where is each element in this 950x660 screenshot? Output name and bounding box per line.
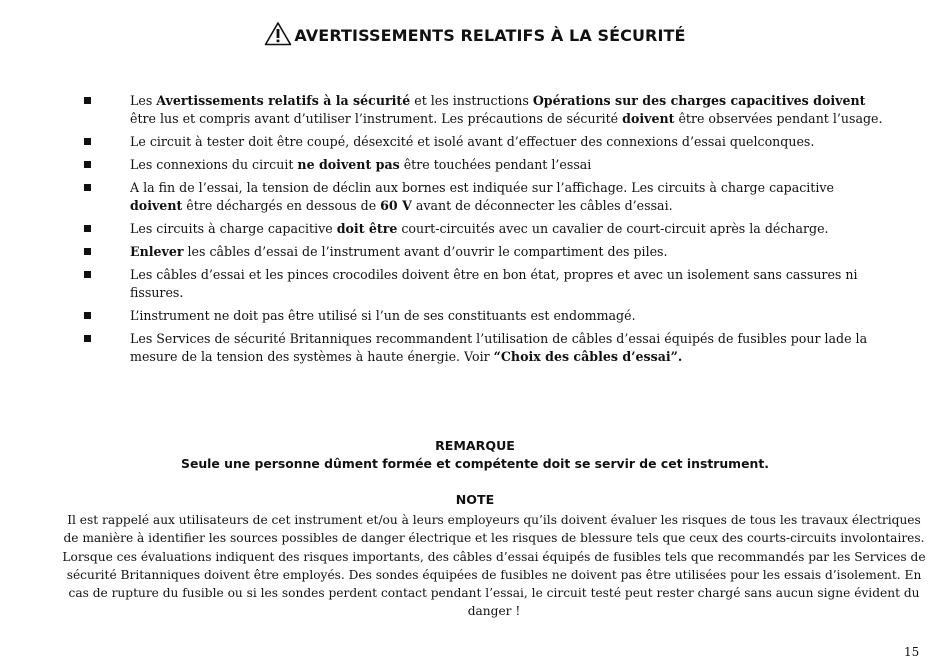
list-item [0,133,950,151]
list-item-text [130,133,890,151]
text-run: être touchées pendant l’essai [399,157,592,172]
text-run: L’instrument ne doit pas être utilisé si l’un de ses constituants est endommagé. [130,308,636,323]
list-item-text [130,307,890,325]
emphasis-text: Enlever [130,244,184,259]
note-body: Il est rappelé aux utilisateurs de cet instrument et/ou à leurs employeurs qu’ils doivent évaluer les risques de tous les travaux électriques de manière à identifier les sources possibles de danger électrique et les risques de blessure tels que ceux des courts-circuits involontaires. Lorsque ces évaluations indiquent des risques importants, des câbles d’essai équipés de fusibles tels que recommandés par les Services de sécurité Britanniques doivent être employés. Des sondes équipées de fusibles ne doivent pas être utilisées pour les essais d’isolement. En cas de rupture du fusible ou si les sondes perdent contact pendant l’essai, le circuit testé peut rester chargé sans aucun signe évident du danger ! [62,513,926,619]
text-run: avant de déconnecter les câbles d’essai. [411,198,673,213]
text-run: être lus et compris avant d’utiliser l’instrument. Les précautions de sécurité [130,111,623,126]
square-bullet-icon [84,225,91,232]
emphasis-text: ne doivent pas [297,157,400,172]
emphasis-text: Avertissements relatifs à la sécurité [156,93,411,108]
list-item-text [130,243,890,261]
emphasis-text: Opérations sur des charges capacitives doivent [532,93,866,108]
text-run: Les circuits à charge capacitive [130,221,337,236]
text-run: court-circuités avec un cavalier de court-circuit après la décharge. [397,221,829,236]
square-bullet-icon [84,271,91,278]
text-run: Les [130,93,157,108]
list-item-text [130,156,890,174]
emphasis-text: doivent [622,111,675,126]
emphasis-text: 60 V [380,198,412,213]
list-item-text [130,266,890,302]
text-run: être déchargés en dessous de [182,198,381,213]
title-text: AVERTISSEMENTS RELATIFS À LA SÉCURITÉ [294,26,686,45]
warning-triangle-icon [264,27,292,46]
page-title [0,26,950,46]
list-item-text [130,179,890,215]
text-run: être observées pendant l’usage. [674,111,883,126]
square-bullet-icon [84,184,91,191]
safety-warnings-list [0,92,950,371]
list-item [0,156,950,174]
list-item [0,243,950,261]
list-item-text [130,330,890,366]
text-run: et les instructions [410,93,533,108]
text-run: Le circuit à tester doit être coupé, désexcité et isolé avant d’effectuer des connexions d’essai quelconques. [130,134,815,149]
square-bullet-icon [84,138,91,145]
list-item [0,307,950,325]
square-bullet-icon [84,97,91,104]
list-item-text [130,220,890,238]
text-run: Les connexions du circuit [130,157,298,172]
square-bullet-icon [84,335,91,342]
list-item [0,92,950,128]
text-run: A la fin de l’essai, la tension de déclin aux bornes est indiquée sur l’affichage. Les circuits à charge capacitive [130,180,834,195]
emphasis-text: doivent [130,198,183,213]
list-item [0,330,950,366]
square-bullet-icon [84,248,91,255]
emphasis-text: “Choix des câbles d’essai”. [493,349,683,364]
remark-body: Seule une personne dûment formée et compétente doit se servir de cet instrument. [181,456,769,471]
text-run: les câbles d’essai de l’instrument avant d’ouvrir le compartiment des piles. [183,244,668,259]
note-heading: NOTE [455,492,495,507]
square-bullet-icon [84,161,91,168]
list-item-text [130,92,890,128]
emphasis-text: doit être [336,221,398,236]
list-item [0,266,950,302]
remark-heading: REMARQUE [435,438,515,453]
page-number: 15 [904,645,920,659]
list-item [0,179,950,215]
text-run: Les câbles d’essai et les pinces crocodiles doivent être en bon état, propres et avec un isolement sans cassures ni fissures. [130,267,858,300]
text-run: Les Services de sécurité Britanniques recommandent l’utilisation de câbles d’essai équipés de fusibles pour lade la mesure de la tension des systèmes à haute énergie. Voir [130,331,868,364]
square-bullet-icon [84,312,91,319]
list-item [0,220,950,238]
